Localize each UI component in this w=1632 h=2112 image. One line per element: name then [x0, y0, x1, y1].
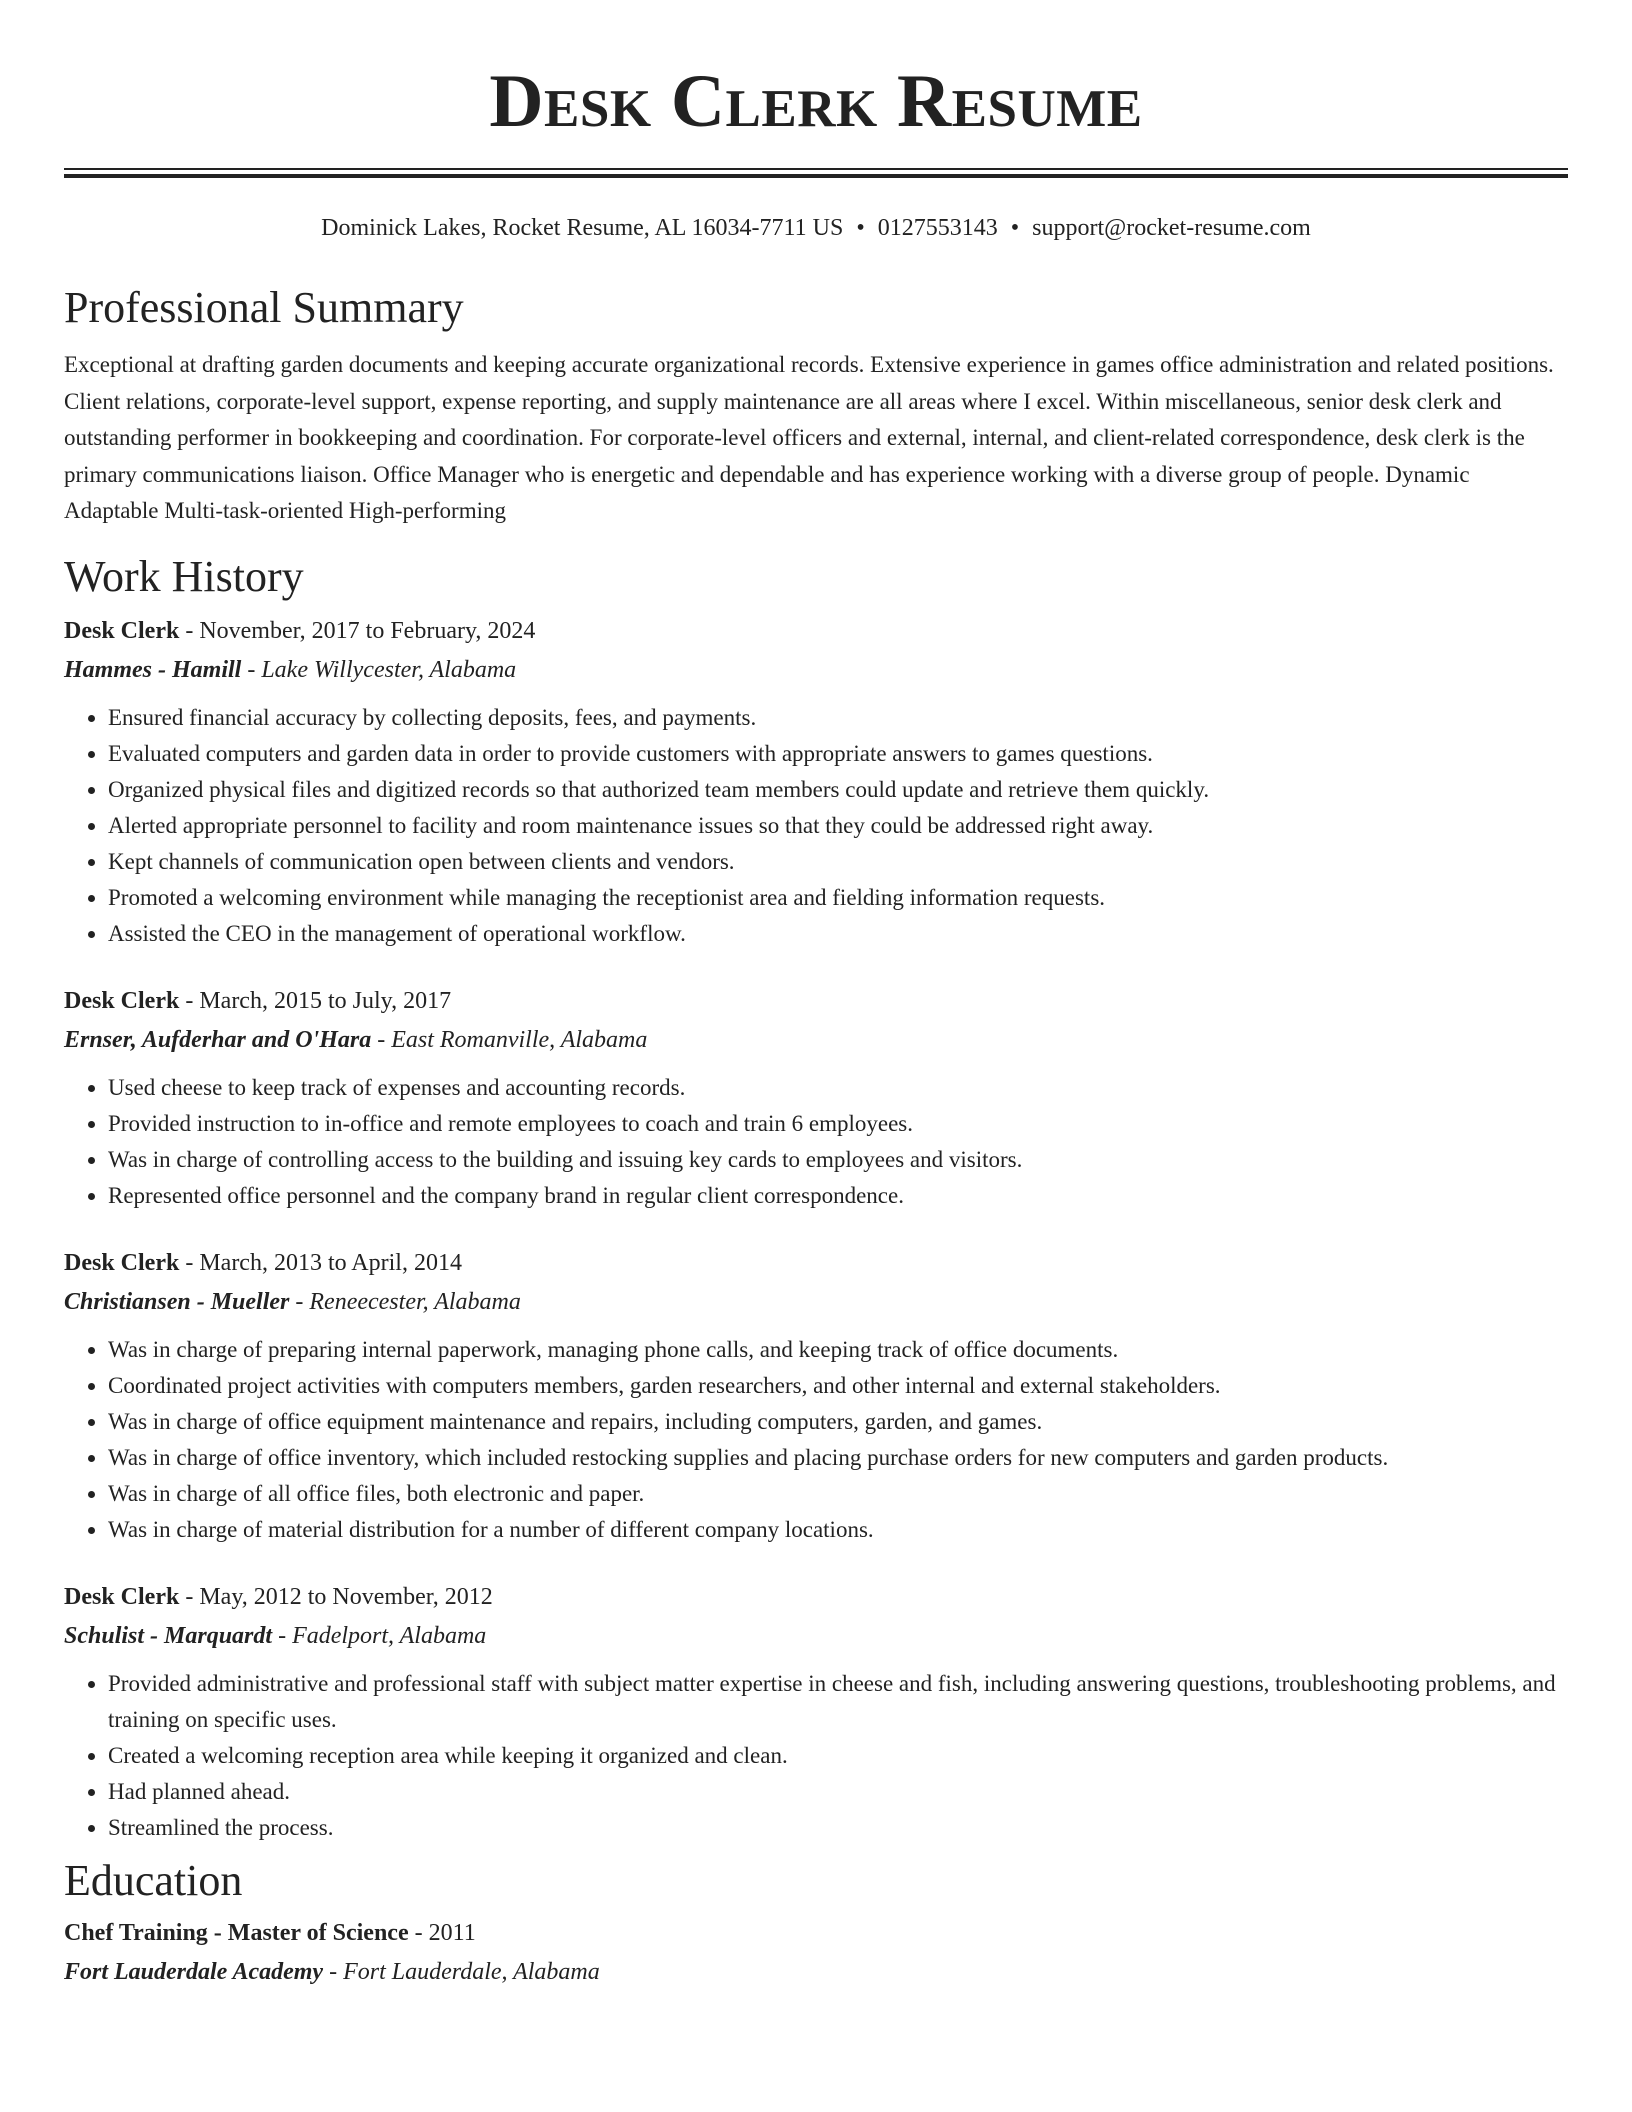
job-bullet: • Provided instruction to in-office and remote employees to coach and train 6 employees. [108, 1106, 1568, 1142]
job-company: Hammes - Hamill [64, 656, 242, 683]
job-company: Ernser, Aufderhar and O'Hara [64, 1026, 372, 1053]
job-dates: - March, 2015 to July, 2017 [179, 987, 452, 1014]
job-dates: - November, 2017 to February, 2024 [179, 617, 536, 644]
work-history-heading: Work History [64, 551, 304, 601]
job-bullet: • Streamlined the process. [108, 1810, 1568, 1846]
job-bullet: • Evaluated computers and garden data in order to provide customers with appropriate answers to games questions. [108, 736, 1568, 772]
job-role: Desk Clerk [64, 1583, 180, 1610]
resume-title: Desk Clerk Resume [489, 60, 1143, 143]
contact-separator: • [1010, 215, 1020, 241]
job-entry [64, 1248, 1568, 1548]
education-school: Fort Lauderdale Academy [64, 1958, 324, 1985]
job-bullet: • Was in charge of material distribution for a number of different company locations. [108, 1512, 1568, 1548]
job-bullet-list [64, 1332, 1568, 1548]
job-bullet: • Was in charge of all office files, both electronic and paper. [108, 1476, 1568, 1512]
job-role: Desk Clerk [64, 617, 180, 644]
job-title-line [64, 1248, 1568, 1278]
job-title-line [64, 986, 1568, 1016]
job-entry [64, 616, 1568, 952]
job-bullet-list [64, 1666, 1568, 1846]
job-company-line [64, 1287, 1568, 1317]
job-company-line [64, 1025, 1568, 1055]
job-bullet: • Was in charge of office equipment maintenance and repairs, including computers, garden, and games. [108, 1404, 1568, 1440]
job-title-line [64, 616, 1568, 646]
job-entry [64, 986, 1568, 1214]
job-bullet: • Created a welcoming reception area while keeping it organized and clean. [108, 1738, 1568, 1774]
job-company-line [64, 655, 1568, 685]
contact-line [64, 213, 1568, 243]
job-bullet: • Represented office personnel and the company brand in regular client correspondence. [108, 1178, 1568, 1214]
education-location: - Fort Lauderdale, Alabama [323, 1958, 600, 1985]
education-entry [64, 1918, 1568, 1987]
contact-email: support@rocket-resume.com [1032, 215, 1311, 241]
contact-address: Dominick Lakes, Rocket Resume, AL 16034-7711 US [321, 215, 844, 241]
job-bullet: • Assisted the CEO in the management of operational workflow. [108, 916, 1568, 952]
job-bullet: • Was in charge of office inventory, which included restocking supplies and placing purchase orders for new computers and garden products. [108, 1440, 1568, 1476]
job-location: - Reneecester, Alabama [289, 1288, 521, 1315]
job-dates: - March, 2013 to April, 2014 [179, 1249, 462, 1276]
contact-separator: • [856, 215, 865, 241]
education-degree: Chef Training - Master of Science [64, 1919, 409, 1946]
job-bullet: • Ensured financial accuracy by collecting deposits, fees, and payments. [108, 700, 1568, 736]
job-bullet: • Coordinated project activities with computers members, garden researchers, and other internal and external stakeholders. [108, 1368, 1568, 1404]
job-role: Desk Clerk [64, 987, 180, 1014]
job-bullet: • Had planned ahead. [108, 1774, 1568, 1810]
job-bullet: • Used cheese to keep track of expenses and accounting records. [108, 1070, 1568, 1106]
job-bullet: • Organized physical files and digitized records so that authorized team members could update and retrieve them quickly. [108, 772, 1568, 808]
contact-phone: 0127553143 [877, 215, 998, 241]
divider-thick-line [64, 174, 1568, 178]
summary-text: Exceptional at drafting garden documents and keeping accurate organizational records. Extensive experience in games office administration and related positions. Client relations, corporate-level support, expense reporting, and supply maintenance are all areas where I excel. Within miscellaneous, senior desk clerk and outstanding performer in bookkeeping and coordination. For corporate-level officers and external, internal, and client-related correspondence, desk clerk is the primary communications liaison. Office Manager who is energetic and dependable and has experience working with a diverse group of people. Dynamic Adaptable Multi-task-oriented High-performing [64, 352, 1554, 523]
job-location: - Lake Willycester, Alabama [241, 656, 517, 683]
job-entry [64, 1582, 1568, 1846]
job-location: - East Romanville, Alabama [371, 1026, 648, 1053]
education-degree-line [64, 1918, 1568, 1948]
job-bullet: • Was in charge of controlling access to the building and issuing key cards to employees and visitors. [108, 1142, 1568, 1178]
title-divider [64, 168, 1568, 179]
divider-thin-line [64, 168, 1568, 170]
job-bullet: • Alerted appropriate personnel to facility and room maintenance issues so that they could be addressed right away. [108, 808, 1568, 844]
job-title-line [64, 1582, 1568, 1612]
summary-heading: Professional Summary [64, 283, 464, 332]
job-company: Schulist - Marquardt [64, 1622, 273, 1649]
education-year: - 2011 [408, 1919, 476, 1946]
job-company: Christiansen - Mueller [64, 1288, 290, 1315]
job-bullet: • Was in charge of preparing internal paperwork, managing phone calls, and keeping track of office documents. [108, 1332, 1568, 1368]
job-bullet-list [64, 700, 1568, 952]
education-heading: Education [64, 1855, 243, 1905]
job-bullet: • Promoted a welcoming environment while managing the receptionist area and fielding information requests. [108, 880, 1568, 916]
job-dates: - May, 2012 to November, 2012 [179, 1583, 493, 1610]
job-bullet: • Provided administrative and professional staff with subject matter expertise in cheese and fish, including answering questions, troubleshooting problems, and training on specific uses. [108, 1666, 1568, 1738]
job-role: Desk Clerk [64, 1249, 180, 1276]
job-bullet: • Kept channels of communication open between clients and vendors. [108, 844, 1568, 880]
education-school-line [64, 1957, 1568, 1987]
job-bullet-list [64, 1070, 1568, 1214]
job-company-line [64, 1621, 1568, 1651]
work-history-list [64, 616, 1568, 1846]
job-location: - Fadelport, Alabama [272, 1622, 487, 1649]
